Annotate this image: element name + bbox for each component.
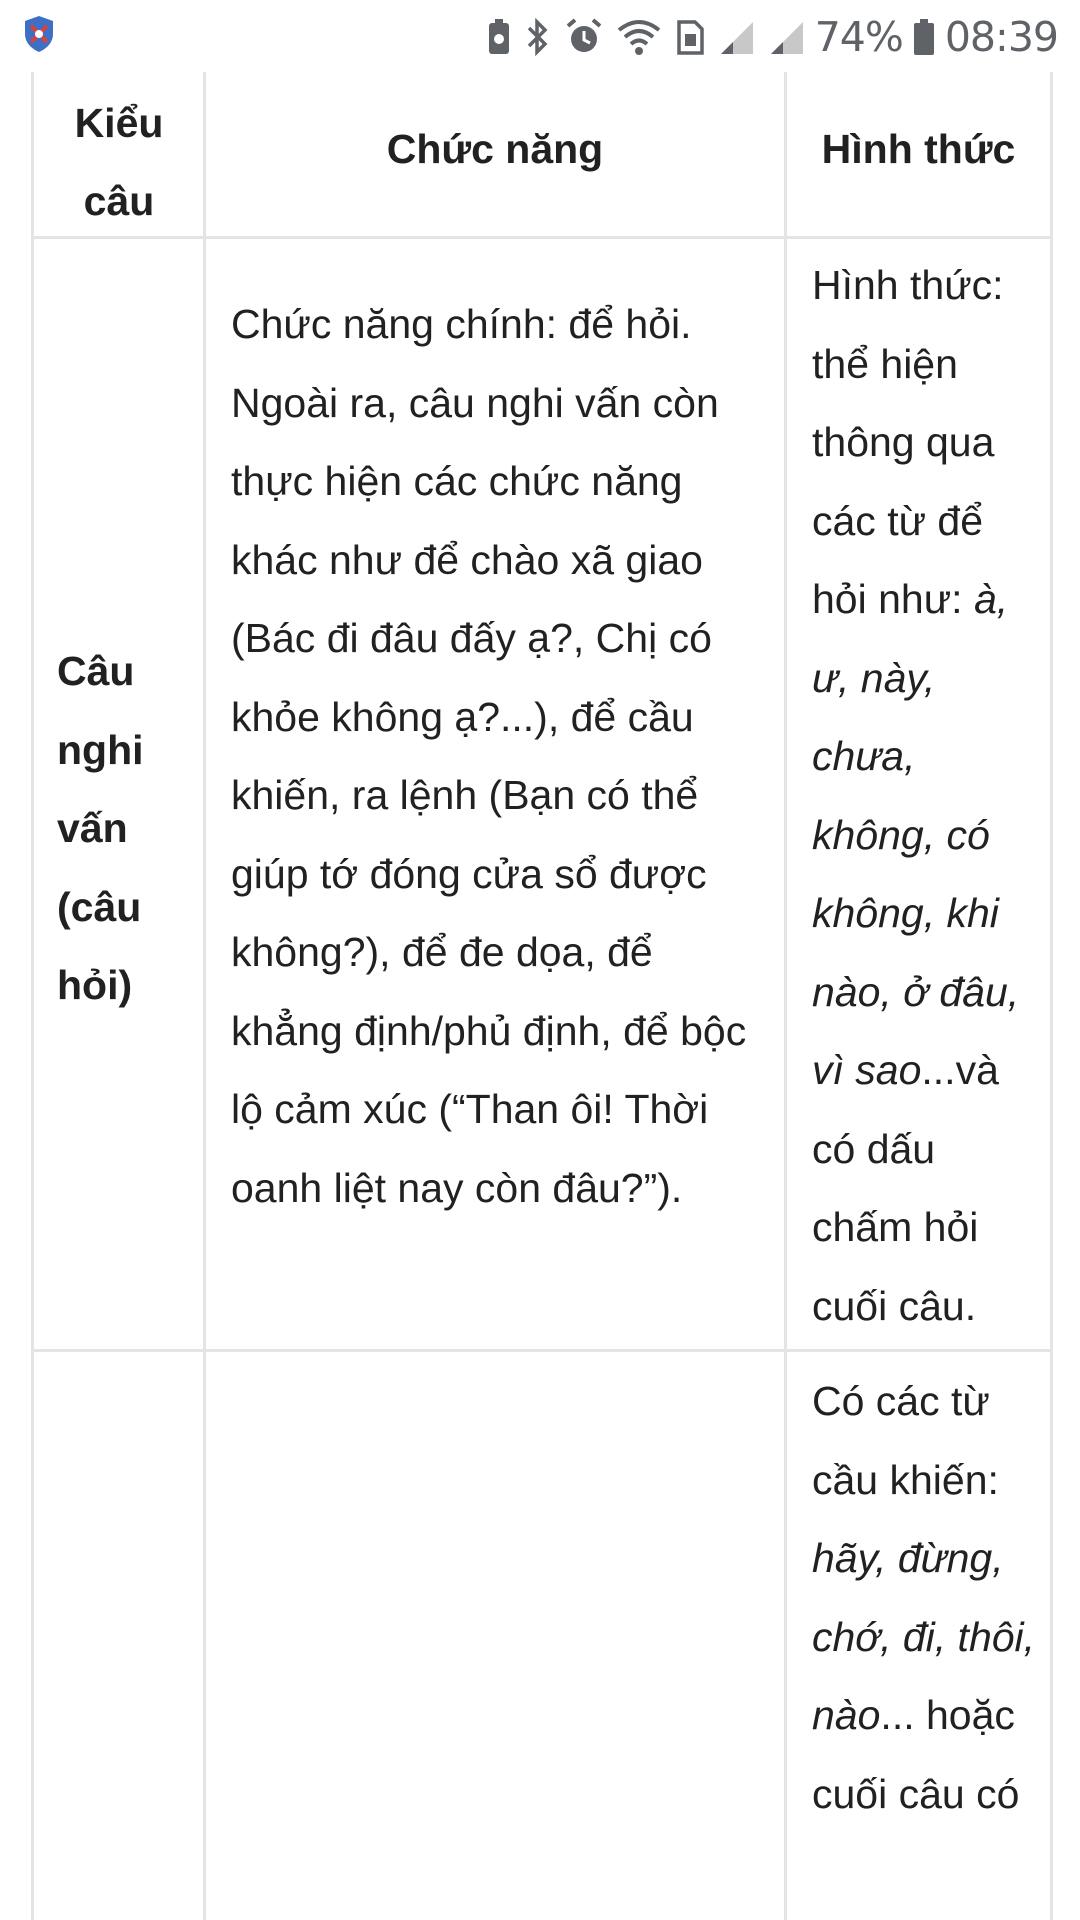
row1-function: Chức năng chính: để hỏi. Ngoài ra, câu nghi vấn còn thực hiện các chức năng khác như để chào xã giao (Bác đi đâu đấy ạ?, Chị có khỏe không ạ?...), để cầu khiến, ra lệnh (Bạn có thể giúp tớ đóng cửa sổ được không?), để đe dọa, để khẳng định/phủ định, để bộc lộ cảm xúc (“Than ôi! Thời oanh liệt nay còn đâu?”). xyxy=(231,301,747,1211)
row1-form xyxy=(812,246,1037,1345)
row2-form-italic: hãy, đừng, chớ, đi, thôi, nào xyxy=(812,1535,1036,1738)
sentence-types-table[interactable] xyxy=(0,72,1080,1920)
table-border-col2 xyxy=(784,72,787,1920)
row1-form-suffix: ...và có dấu chấm hỏi cuối câu. xyxy=(812,1047,999,1329)
battery-saver-icon xyxy=(487,17,511,57)
row2-form-suffix: ... hoặc cuối câu có xyxy=(812,1692,1020,1817)
header-form: Hình thức xyxy=(821,126,1016,172)
bluetooth-icon xyxy=(525,17,551,57)
status-icons xyxy=(473,12,1058,62)
table-border-col1 xyxy=(203,72,206,1920)
row2-form-prefix: Có các từ cầu khiến: xyxy=(812,1378,999,1503)
status-bar xyxy=(0,0,1080,72)
clock-time: 08:39 xyxy=(944,13,1058,61)
table-border-right xyxy=(1050,72,1053,1920)
row1-bottom-border xyxy=(31,1349,1053,1352)
row1-form-italic: à, ư, này, chưa, không, có không, khi nào, ở đâu, vì sao xyxy=(812,576,1020,1093)
battery-icon xyxy=(913,17,935,57)
header-type: Kiểu câu xyxy=(74,100,164,224)
signal-icon xyxy=(719,17,755,57)
alarm-icon xyxy=(565,17,603,57)
sim-icon xyxy=(675,17,705,57)
signal-icon xyxy=(769,17,805,57)
row1-type: Câu nghi vấn (câu hỏi) xyxy=(57,648,144,1008)
battery-percent: 74% xyxy=(814,13,903,61)
table-border-left xyxy=(31,72,34,1920)
wifi-icon xyxy=(617,17,661,57)
header-function: Chức năng xyxy=(386,126,604,172)
shield-app-icon xyxy=(22,14,56,54)
row1-form-prefix: Hình thức: thể hiện thông qua các từ để hỏi như: xyxy=(812,262,1004,622)
row2-form xyxy=(812,1362,1037,1833)
